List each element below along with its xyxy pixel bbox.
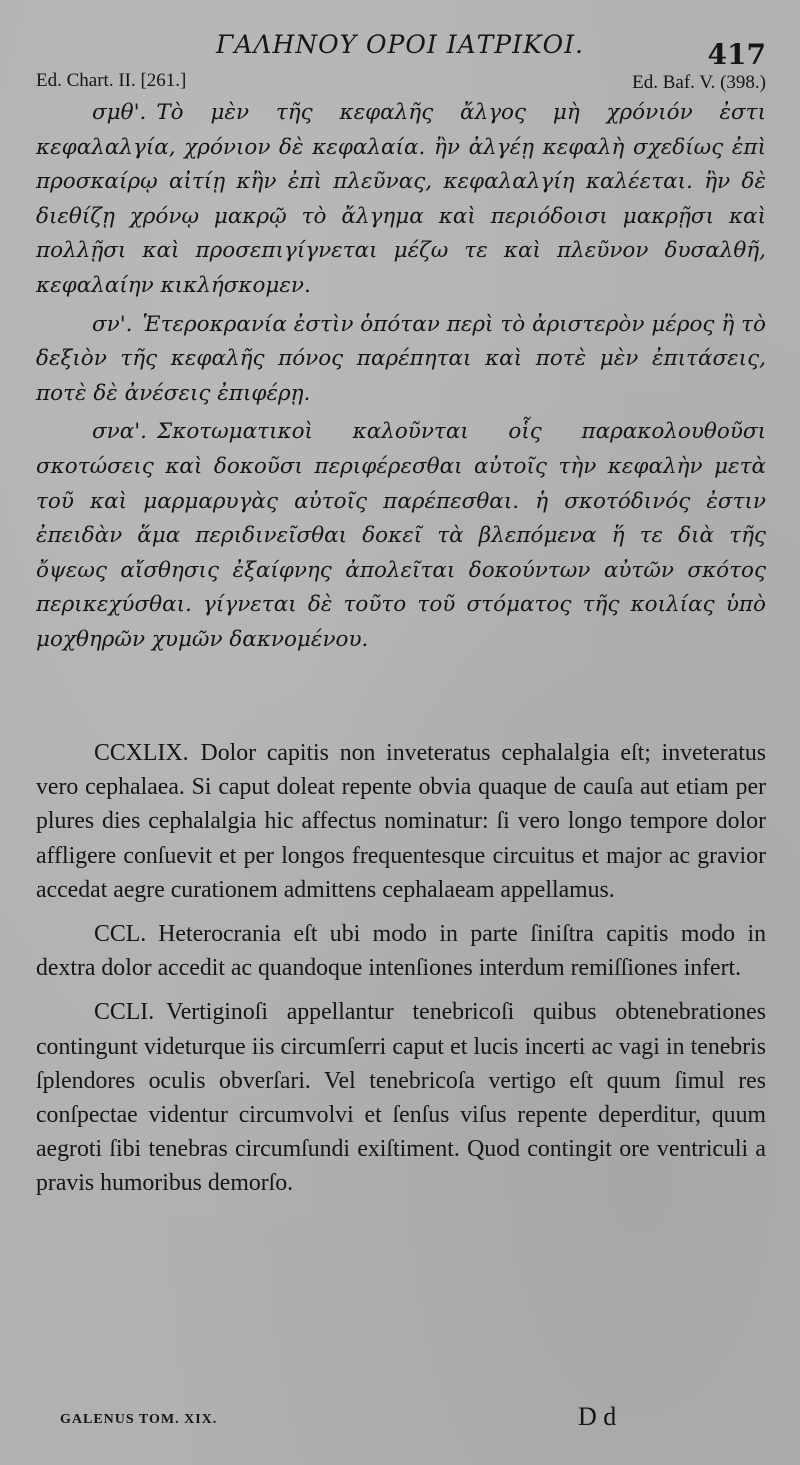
latin-section-number: CCLI. <box>94 999 155 1026</box>
latin-paragraph-text: Vertiginoſi appellantur tenebricoſi quibus obtenebrationes contingunt videturque iis circumſerri caput et lucis incerti ac vagi in tenebris ſplendores oculis obverſari. Vel tenebricoſa vertigo eſt quum ſimul res conſpectae videntur circumvolvi et ſenſus viſus repente deperditur, quum aegroti ſibi tenebras circumſundi exiſtiment. Quod contingit ore ventriculi a pravis humoribus demorſo. <box>36 999 766 1197</box>
edition-reference-left: Ed. Chart. II. [261.] <box>36 70 187 91</box>
greek-section-number: σνα'. <box>92 419 148 445</box>
greek-paragraph-text: Σκοτωματικοὶ καλοῦνται οἷς παρακολουθοῦσι σκοτώσεις καὶ δοκοῦσι περιφέρεσθαι αὐτοῖς τὴν κεφαλὴν μετὰ τοῦ καὶ μαρμαρυγὰς αὐτοῖς παρέπεσθαι. ἡ σκοτόδινός ἐστιν ἐπειδὰν ἅμα περιδινεῖσθαι δοκεῖ τὰ βλεπόμενα ἥ τε διὰ τῆς ὄψεως αἴσθησις ἐξαίφνης ἀπολεῖται δοκούντων αὐτῶν σκότος περικεχύσθαι. γίγνεται δὲ τοῦτο τοῦ στόματος τῆς κοιλίας ὑπὸ μοχθηρῶν χυμῶν δακνομένου. <box>36 419 766 652</box>
greek-section-number: σμθ'. <box>92 100 147 125</box>
greek-paragraph <box>36 308 766 412</box>
page-number: 417 <box>707 38 766 71</box>
latin-paragraph <box>36 917 766 985</box>
edition-reference-right: Ed. Baf. V. (398.) <box>632 72 766 93</box>
latin-section-number: CCL. <box>94 921 147 948</box>
latin-text-block <box>36 736 766 1211</box>
greek-paragraph-text: Τὸ μὲν τῆς κεφαλῆς ἄλγος μὴ χρόνιόν ἐστι κεφαλαλγία, χρόνιον δὲ κεφαλαία. ἢν ἀλγέῃ κεφαλὴ σχεδίως ἐπὶ προσκαίρῳ αἰτίῃ κἢν ἐπὶ πλεῦνας, κεφαλαλγίη καλέεται. ἢν δὲ διεθίζῃ χρόνῳ μακρῷ τὸ ἄλγημα καὶ περιόδοισι μακρῇσι καὶ πολλῇσι καὶ προσεπιγίγνεται μέζω τε καὶ πλεῦνον δυσαλθῆ, κεφαλαίην κικλήσκομεν. <box>36 100 766 298</box>
latin-paragraph-text: Dolor capitis non inveteratus cephalalgia eſt; inveteratus vero cephalaea. Si caput doleat repente obvia quaque de cauſa aut etiam per plures dies cephalalgia hic affectus nominatur: ſi vero longo tempore dolor affligere conſuevit et per longos frequentesque circuitus et major ac gravior accedat aegre curationem admittens cephalaeam appellamus. <box>36 740 766 903</box>
greek-paragraph <box>36 415 766 657</box>
greek-section-number: σν'. <box>92 311 133 337</box>
greek-paragraph <box>36 96 766 304</box>
greek-text-block <box>36 96 766 662</box>
latin-paragraph <box>36 736 766 907</box>
greek-paragraph-text: Ἑτεροκρανία ἐστὶν ὁπόταν περὶ τὸ ἀριστερὸν μέρος ἢ τὸ δεξιὸν τῆς κεφαλῆς πόνος παρέπηται καὶ ποτὲ μὲν ἐπιτάσεις, ποτὲ δὲ ἀνέσεις ἐπιφέρῃ. <box>36 311 766 406</box>
footer-signature-mark: D d <box>578 1402 617 1431</box>
footer-signature: GALENUS TOM. XIX. <box>60 1412 218 1427</box>
latin-paragraph <box>36 995 766 1200</box>
latin-paragraph-text: Heterocrania eſt ubi modo in parte ſiniſtra capitis modo in dextra dolor accedit ac quandoque intenſiones interdum remiſſiones infert. <box>36 921 766 982</box>
latin-section-number: CCXLIX. <box>94 740 189 766</box>
running-title: ΓΑΛΗΝΟΥ ΟΡΟΙ ΙΑΤΡΙΚΟΙ. <box>215 30 584 59</box>
